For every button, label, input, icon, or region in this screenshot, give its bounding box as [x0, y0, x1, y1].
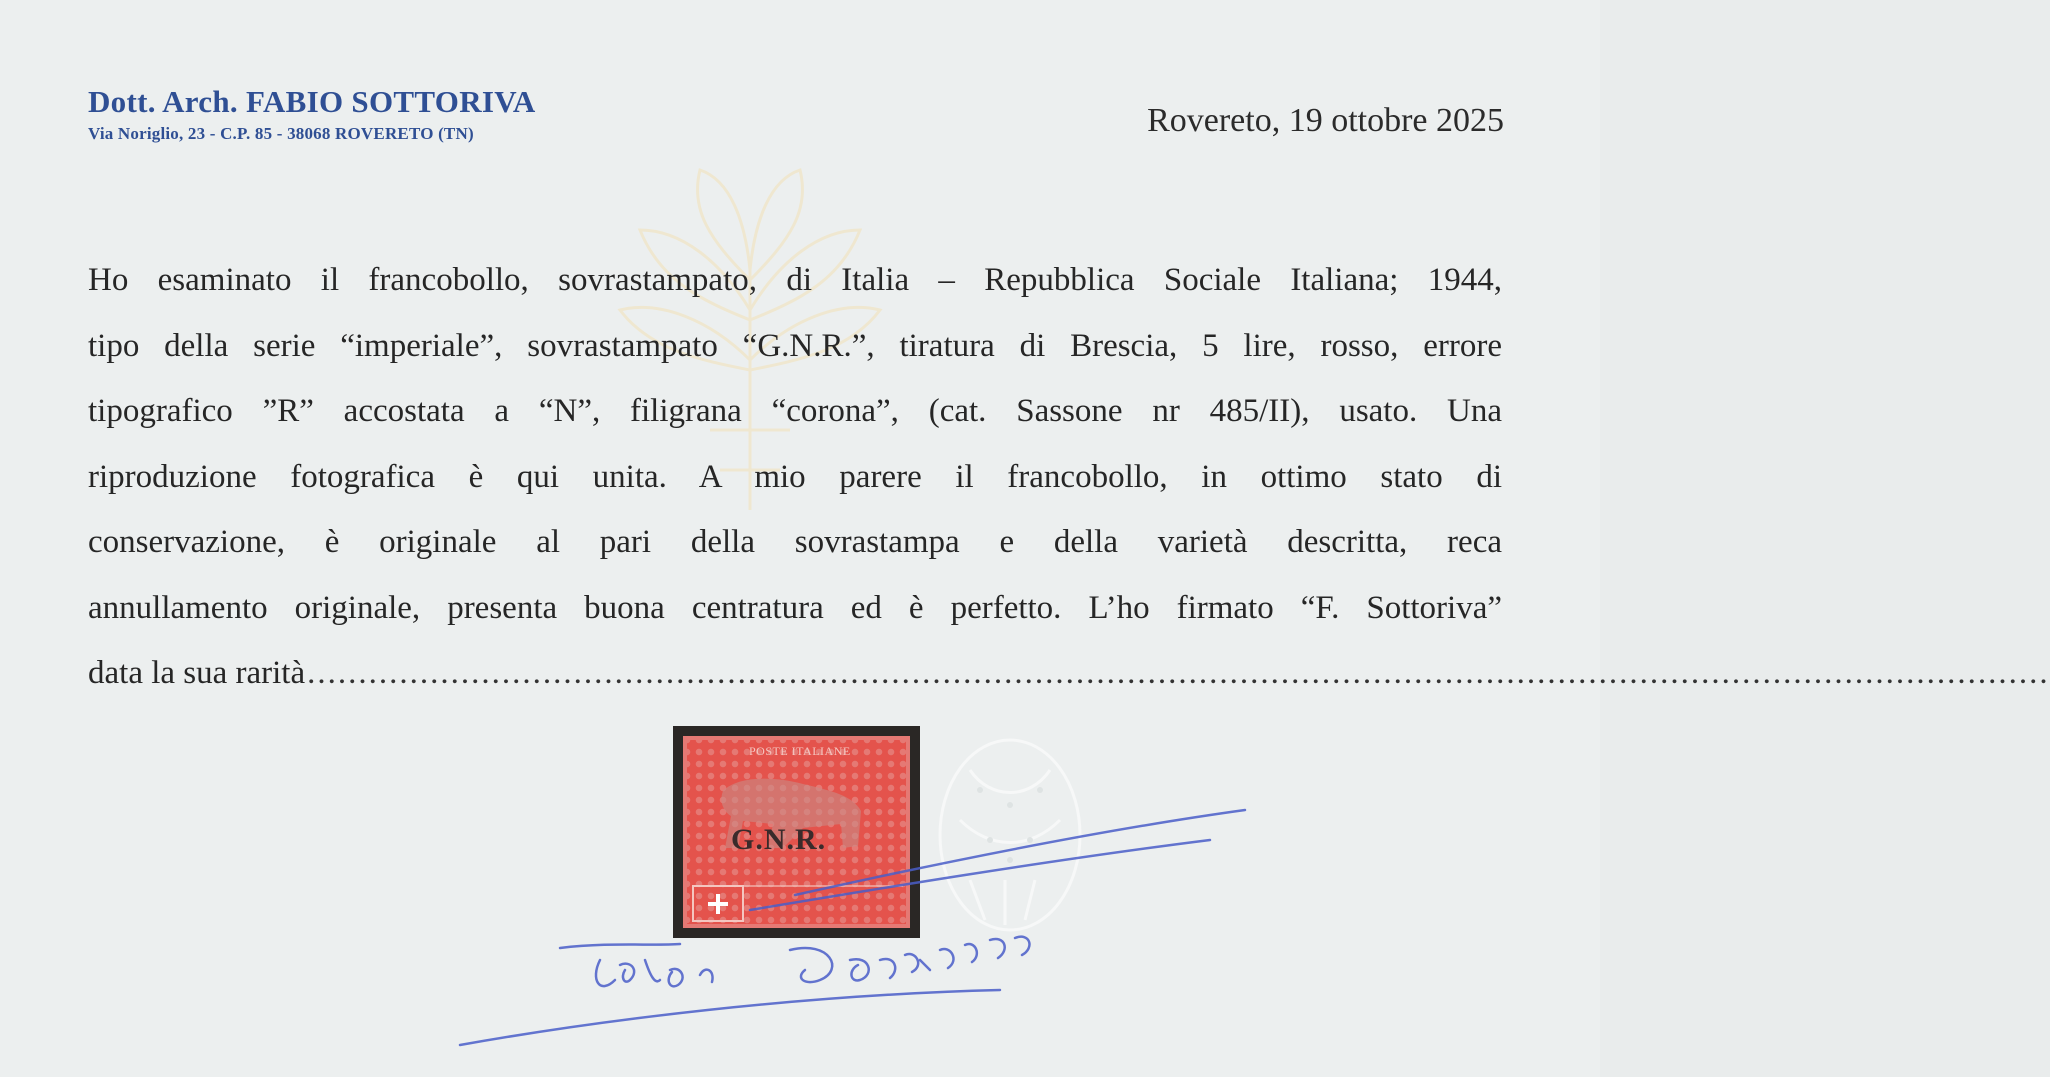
- letterhead: [88, 84, 536, 144]
- body-last-line: [88, 641, 2050, 707]
- body-line: tipo della serie “imperiale”, sovrastampato “G.N.R.”, tiratura di Brescia, 5 lire, rosso, errore: [88, 327, 1502, 364]
- body-line: tipografico ”R” accostata a “N”, filigrana “corona”, (cat. Sassone nr 485/II), usato. Una: [88, 393, 1502, 429]
- dotted-leader: ..........................................................................................................................................................................: [307, 655, 2050, 691]
- stamp-header-text: POSTE ITALIANE: [749, 744, 851, 758]
- stamp-overprint: G.N.R.: [731, 823, 827, 856]
- body-line: Ho esaminato il francobollo, sovrastampato, di Italia – Repubblica Sociale Italiana; 1944,: [88, 262, 1502, 298]
- certificate-date: Rovereto, 19 ottobre 2025: [1147, 102, 1504, 139]
- body-last-line-text: data la sua rarità: [88, 655, 306, 691]
- body-line: conservazione, è originale al pari della sovrastampa e della varietà descritta, reca: [88, 524, 1502, 560]
- handwritten-signature-icon: [450, 820, 1290, 1070]
- letterhead-address: Via Noriglio, 23 - C.P. 85 - 38068 ROVERETO (TN): [88, 124, 474, 143]
- body-line: annullamento originale, presenta buona centratura ed è perfetto. L’ho firmato “F. Sottoriva”: [88, 589, 1502, 626]
- body-line: riproduzione fotografica è qui unita. A mio parere il francobollo, in ottimo stato di: [88, 458, 1502, 495]
- certificate-body: [88, 248, 2050, 707]
- letterhead-name: Dott. Arch. FABIO SOTTORIVA: [88, 84, 536, 119]
